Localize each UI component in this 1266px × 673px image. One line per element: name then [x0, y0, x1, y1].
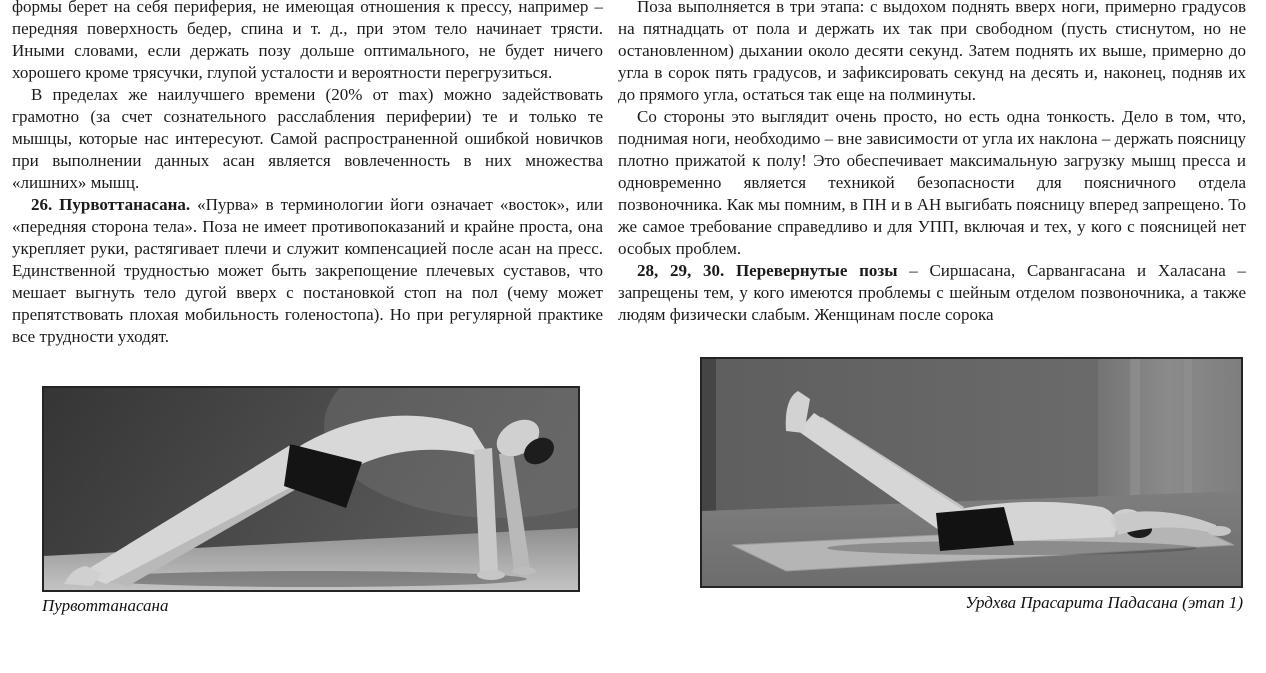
body-shadow — [97, 571, 527, 587]
paragraph-text: – Сиршасана, Сарвангасана и Халасана – запрещены тем, у кого имеются проблемы с шейным отделом позвоночника, а также людям физически слабым. Женщинам после сорока — [618, 261, 1246, 324]
urdhva-prasarita-padasana-photo — [700, 357, 1243, 588]
paragraph-text: В пределах же наилучшего времени (20% от max) можно задействовать грамотно (за счет сознательного расслабления периферии) те и только те мышцы, которые нас интересуют. Самой распространенной ошибкой новичков при выполнении данных асан является вовлеченность в них множества «лишних» мышц. — [12, 85, 603, 192]
paragraph-text: «Пурва» в терминологии йоги означает «восток», или «передняя сторона тела». Поза не имеет противопоказаний и крайне проста, она укрепляет руки, растягивает плечи и служит компенсацией после асан на пресс. Единственной трудностью может быть закрепощение плечевых суставов, что мешает выгнуть тело дугой вверх с постановкой стоп на пол (чему может препятствовать плохая мобильность голеностопа). Но при регулярной практике все трудности уходят. — [12, 195, 603, 346]
paragraph-text: формы берет на себя периферия, не имеющая отношения к прессу, например – передняя поверхность бедер, спина и т. д., при этом тело начинает трясти. Иными словами, если держать позу дольше оптимального, не будет ничего хорошего кроме трясучки, глупой усталости и вероятности перегрузиться. — [12, 0, 603, 82]
asana-heading-inverted-poses: 28, 29, 30. Перевернутые позы — [637, 261, 898, 280]
figure-caption-urdhva-prasarita-padasana: Урдхва Прасарита Падасана (этап 1) — [965, 593, 1243, 612]
purvottanasana-photo — [42, 386, 580, 592]
right-text-column — [618, 0, 1246, 326]
paragraph — [618, 0, 1246, 106]
paragraph-text: Поза выполняется в три этапа: с выдохом поднять вверх ноги, примерно градусов на пятнадцать от пола и держать их так при свободном (пусть стиснутом, но не остановленном) дыхании около десяти секунд. Затем поднять их выше, примерно до угла в сорок пять градусов, и зафиксировать секунд на десять и, наконец, подняв их до прямого угла, остаться так еще на полминуты. — [618, 0, 1246, 104]
paragraph-continuation — [12, 0, 603, 84]
left-text-column — [12, 0, 603, 348]
purvottanasana-illustration — [44, 388, 578, 590]
hands — [1207, 526, 1231, 536]
paragraph — [618, 106, 1246, 260]
paragraph-text: Со стороны это выглядит очень просто, но есть одна тонкость. Дело в том, что, поднимая ноги, необходимо – вне зависимости от угла их наклона – держать поясницу плотно прижатой к полу! Это обеспечивает максимальную загрузку мышц пресса и одновременно является техникой безопасности для поясничного отдела позвоночника. Как мы помним, в ПН и в АН выгибать поясницу вперед запрещено. То же самое требование справедливо и для УПП, включая и тех, у кого с поясницей нет особых проблем. — [618, 107, 1246, 258]
paragraph-asana-26 — [12, 194, 603, 348]
paragraph — [12, 84, 603, 194]
paragraph-asanas-28-29-30 — [618, 260, 1246, 326]
asana-heading-purvottanasana: 26. Пурвоттанасана. — [31, 195, 191, 214]
figure-caption-purvottanasana: Пурвоттанасана — [42, 596, 169, 615]
hand-on-floor — [477, 570, 505, 580]
hand-on-floor — [512, 567, 536, 575]
black-shorts — [936, 507, 1014, 551]
urdhva-prasarita-padasana-illustration — [702, 359, 1241, 586]
